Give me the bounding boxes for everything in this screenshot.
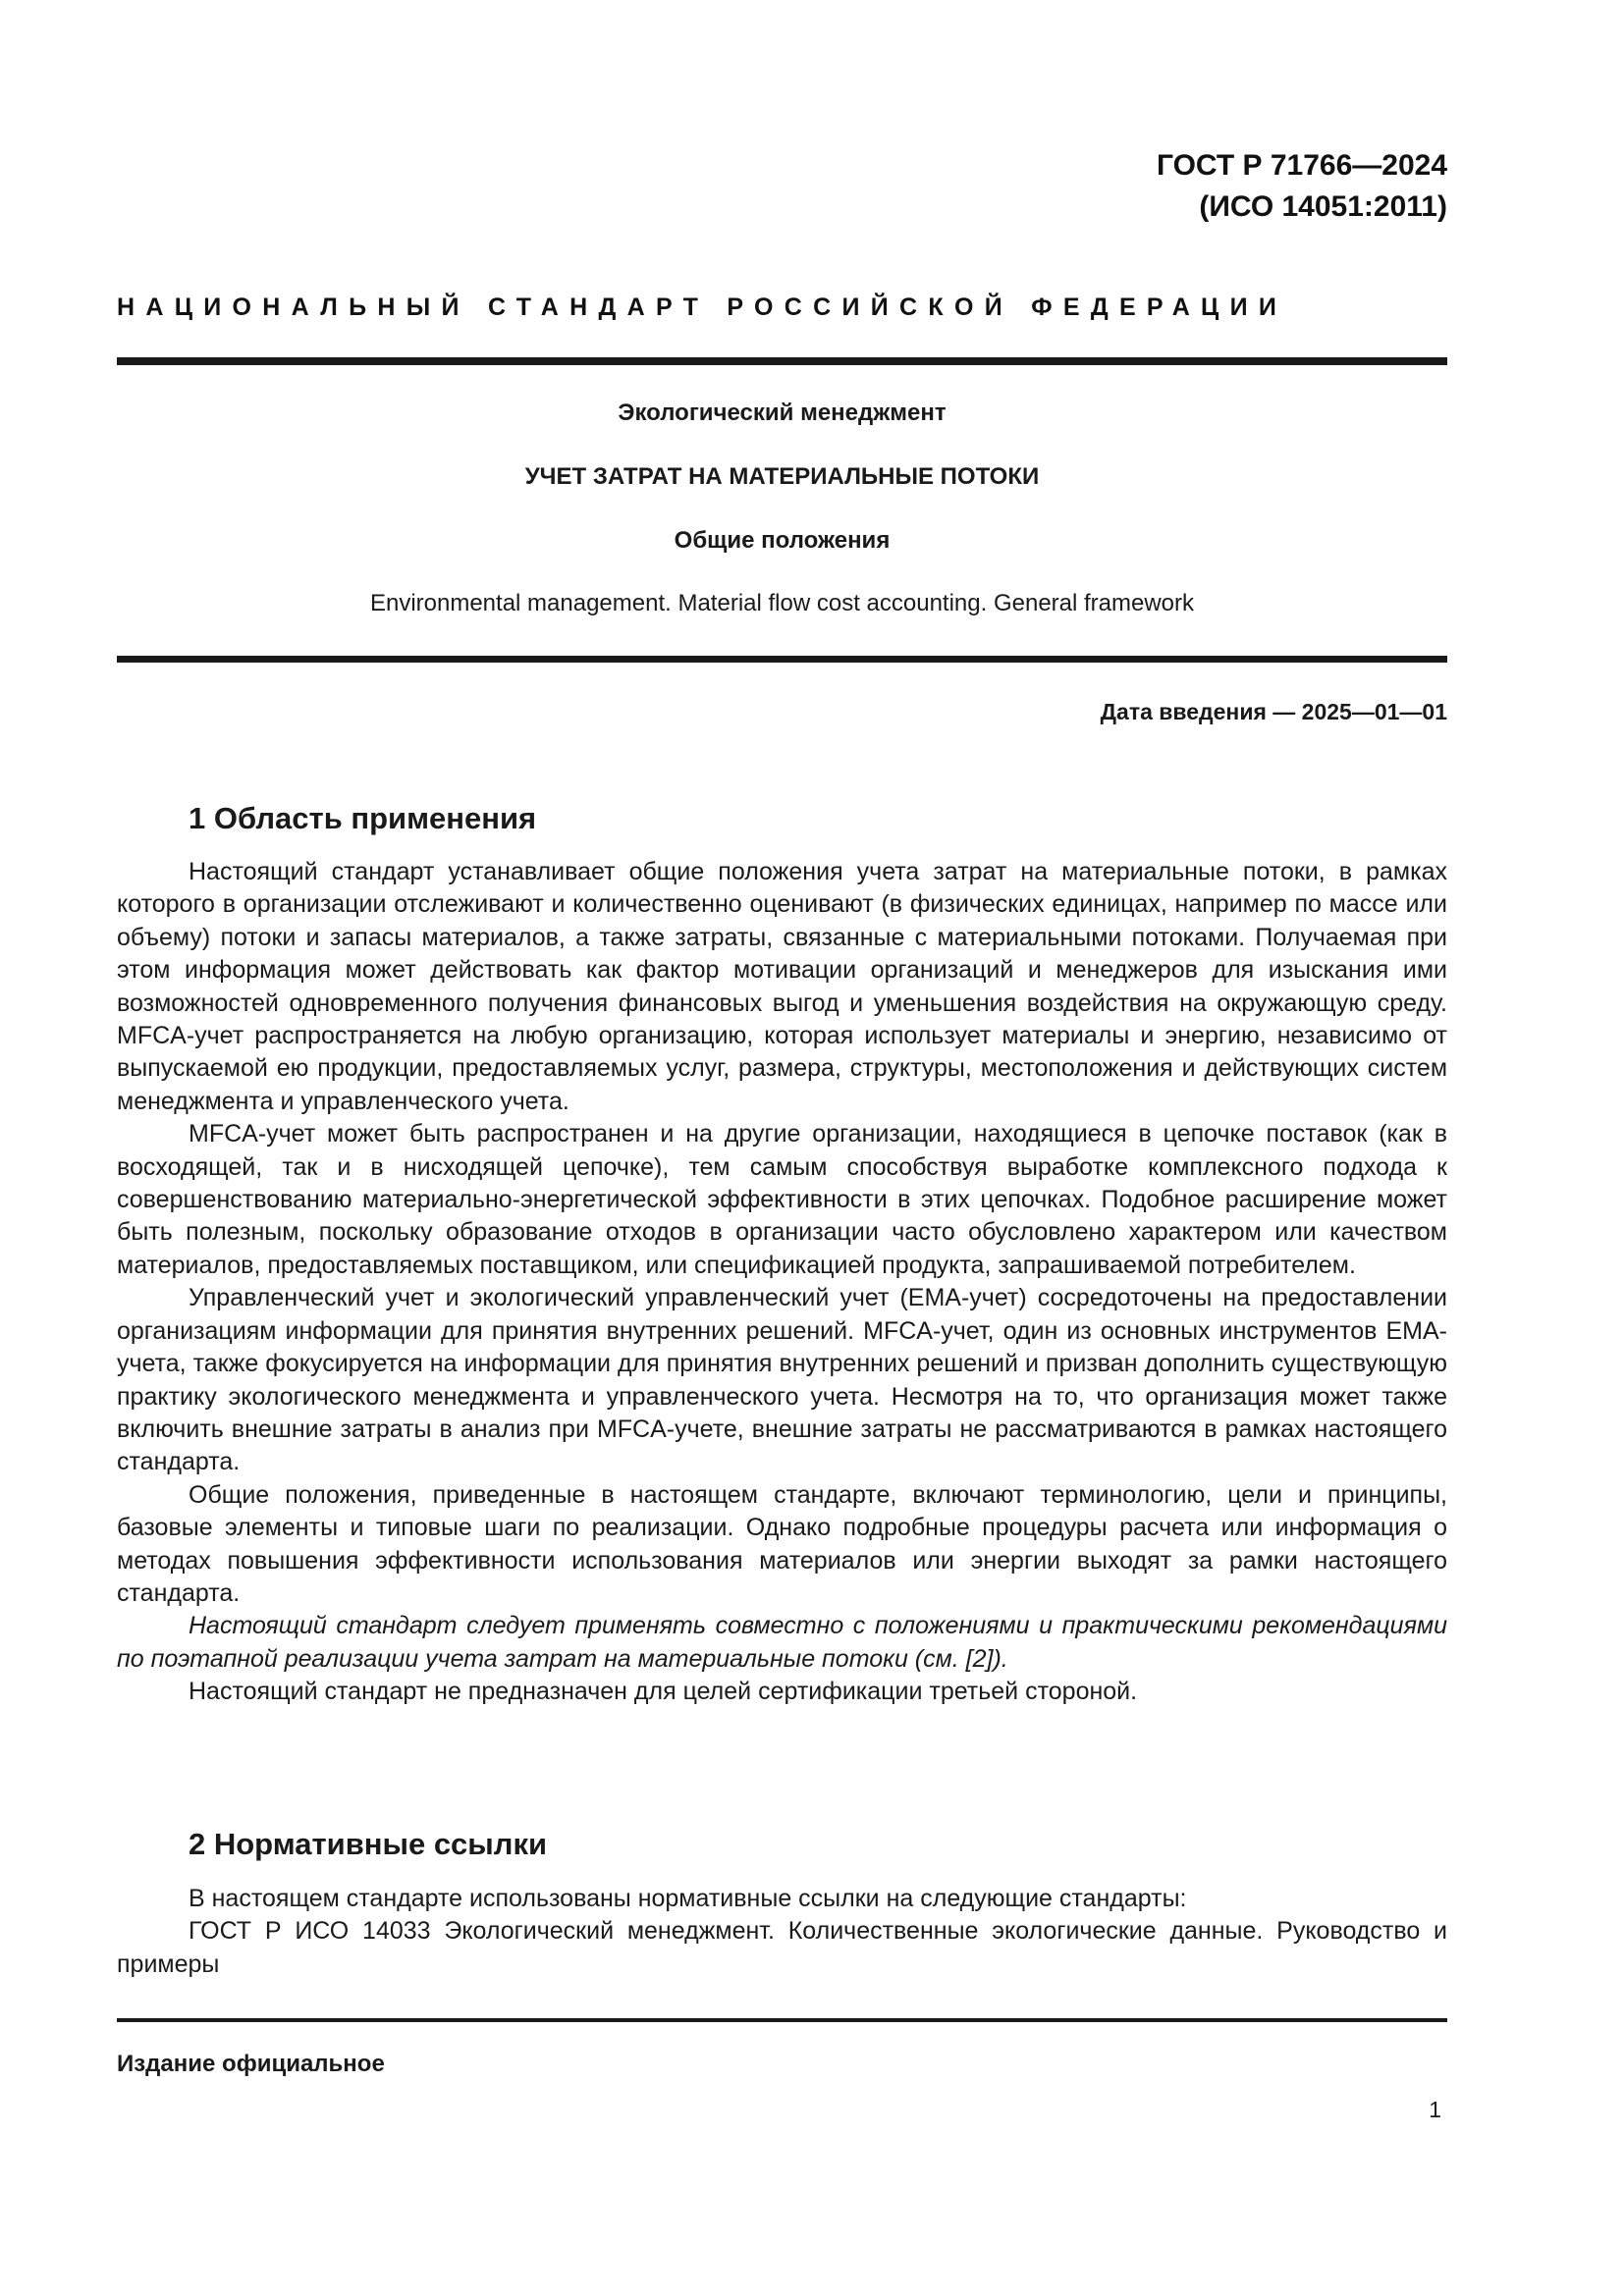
reference-entry: ГОСТ Р ИСО 14033 Экологический менеджмент. Количественные экологические данные. Руководство и примеры — [117, 1917, 1447, 1978]
section-1-body — [117, 856, 1447, 1709]
paragraph: Настоящий стандарт устанавливает общие положения учета затрат на материальные потоки, в рамках которого в организации отслеживают и количественно оценивают (в физических единицах, например по массе или объему) потоки и запасы материалов, а также затраты, связанные с материальными потоками. Получаемая при этом информация может действовать как фактор мотивации организаций и менеджеров для изыскания ими возможностей одновременного получения финансовых выгод и уменьшения воздействия на окружающую среду. MFCA-учет распространяется на любую организацию, которая использует материалы и энергию, независимо от выпускаемой ею продукции, предоставляемых услуг, размера, структуры, местоположения и действующих систем менеджмента и управленческого учета. — [117, 858, 1447, 1115]
introduction-date: Дата введения — 2025—01—01 — [1100, 699, 1447, 724]
designation-iso-equivalent: (ИСО 14051:2011) — [1199, 190, 1447, 223]
standard-designation — [858, 145, 1447, 228]
paragraph-italic: Настоящий стандарт следует применять совместно с положениями и практическими рекомендациями по поэтапной реализации учета затрат на материальные потоки (см. [2]). — [117, 1612, 1447, 1673]
paragraph: Настоящий стандарт не предназначен для целей сертификации третьей стороной. — [189, 1678, 1138, 1706]
section-1-heading: 1 Область применения — [189, 801, 537, 835]
title-group: Экологический менеджмент — [618, 400, 947, 426]
title-english: Environmental management. Material flow cost accounting. General framework — [369, 590, 1195, 616]
section-2-body — [117, 1883, 1447, 1981]
page-number: 1 — [1429, 2097, 1441, 2122]
section-2-heading: 2 Нормативные ссылки — [189, 1827, 548, 1861]
designation-number: ГОСТ Р 71766—2024 — [1156, 149, 1447, 182]
edition-label: Издание официальное — [117, 2051, 385, 2077]
top-divider — [117, 357, 1447, 365]
footer-divider — [117, 2018, 1447, 2022]
national-standard-banner: НАЦИОНАЛЬНЫЙ СТАНДАРТ РОССИЙСКОЙ ФЕДЕРАЦИИ — [117, 294, 1288, 321]
paragraph: В настоящем стандарте использованы нормативные ссылки на следующие стандарты: — [189, 1885, 1187, 1912]
paragraph: MFCA-учет может быть распространен и на другие организации, находящиеся в цепочке поставок (как в восходящей, так и в нисходящей цепочке), тем самым способствуя выработке комплексного подхода к совершенствованию материально-энергетической эффективности в этих цепочках. Подобное расширение может быть полезным, поскольку образование отходов в организации часто обусловлено характером или качеством материалов, предоставляемых поставщиком, или спецификацией продукта, запрашиваемой потребителем. — [117, 1120, 1447, 1279]
title-sub: Общие положения — [674, 527, 891, 554]
paragraph: Общие положения, приведенные в настоящем стандарте, включают терминологию, цели и принципы, базовые элементы и типовые шаги по реализации. Однако подробные процедуры расчета или информация о методах повышения эффективности использования материалов или энергии выходят за рамки настоящего стандарта. — [117, 1480, 1447, 1607]
title-divider — [117, 656, 1447, 663]
title-main: УЧЕТ ЗАТРАТ НА МАТЕРИАЛЬНЫЕ ПОТОКИ — [524, 463, 1040, 490]
paragraph: Управленческий учет и экологический управленческий учет (EMA-учет) сосредоточены на предоставлении организациям информации для принятия внутренних решений. MFCA-учет, один из основных инструментов EMA-учета, также фокусируется на информации для принятия внутренних решений и призван дополнить существующую практику экологического менеджмента и управленческого учета. Несмотря на то, что организация может также включить внешние затраты в анализ при MFCA-учете, внешние затраты не рассматриваются в рамках настоящего стандарта. — [117, 1284, 1447, 1476]
